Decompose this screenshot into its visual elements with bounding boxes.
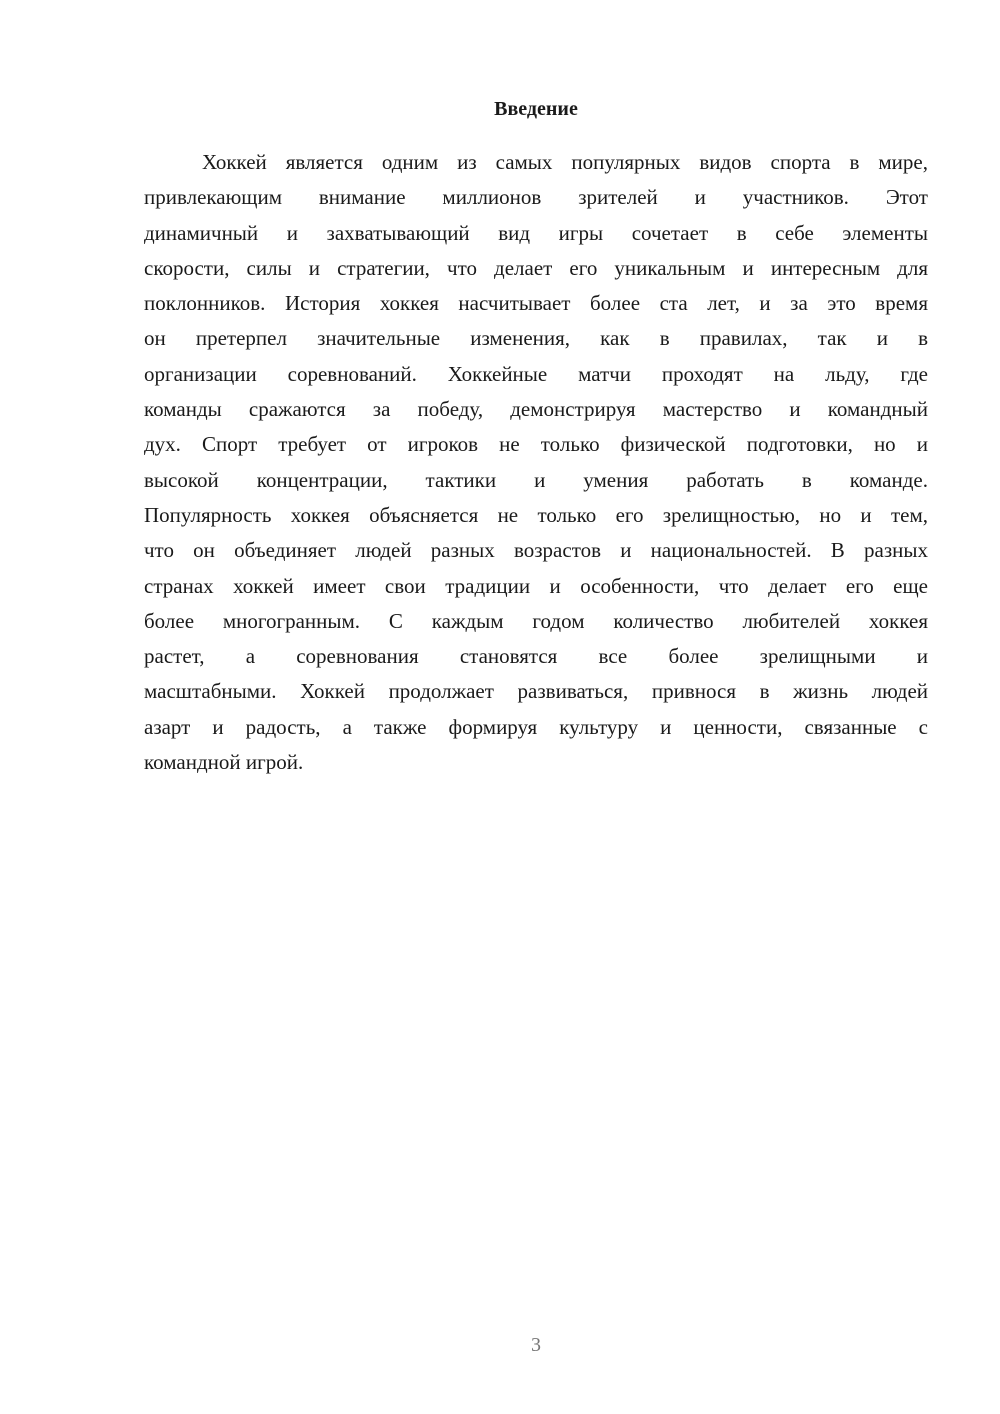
section-heading: Введение [494, 98, 578, 120]
paragraph-line: масштабными. Хоккей продолжает развиваться, привнося в жизнь людей [144, 679, 928, 704]
paragraph-line: что он объединяет людей разных возрастов и национальностей. В разных [144, 538, 928, 563]
paragraph-line: Хоккей является одним из самых популярных видов спорта в мире, [202, 150, 928, 174]
paragraph-line: странах хоккей имеет свои традиции и особенности, что делает его еще [144, 573, 928, 598]
paragraph-line: динамичный и захватывающий вид игры сочетает в себе элементы [144, 220, 928, 245]
paragraph-line: поклонников. История хоккея насчитывает более ста лет, и за это время [144, 291, 928, 316]
paragraph-line: он претерпел значительные изменения, как в правилах, так и в [144, 326, 928, 351]
paragraph-line: скорости, силы и стратегии, что делает его уникальным и интересным для [144, 255, 928, 280]
paragraph-line: высокой концентрации, тактики и умения работать в команде. [144, 467, 928, 492]
paragraph-line: привлекающим внимание миллионов зрителей и участников. Этот [144, 185, 928, 210]
paragraph-line: Популярность хоккея объясняется не только его зрелищностью, но и тем, [144, 502, 928, 527]
paragraph-line: организации соревнований. Хоккейные матчи проходят на льду, где [144, 361, 928, 386]
paragraph [144, 145, 928, 780]
paragraph-line: азарт и радость, а также формируя культуру и ценности, связанные с [144, 714, 928, 739]
paragraph-line: командной игрой. [144, 750, 304, 775]
paragraph-line: команды сражаются за победу, демонстрируя мастерство и командный [144, 397, 928, 422]
paragraph-line: дух. Спорт требует от игроков не только физической подготовки, но и [144, 432, 928, 457]
page-number: 3 [531, 1334, 541, 1356]
paragraph-line: более многогранным. С каждым годом количество любителей хоккея [144, 608, 928, 633]
paragraph-line: растет, а соревнования становятся все более зрелищными и [144, 644, 928, 669]
